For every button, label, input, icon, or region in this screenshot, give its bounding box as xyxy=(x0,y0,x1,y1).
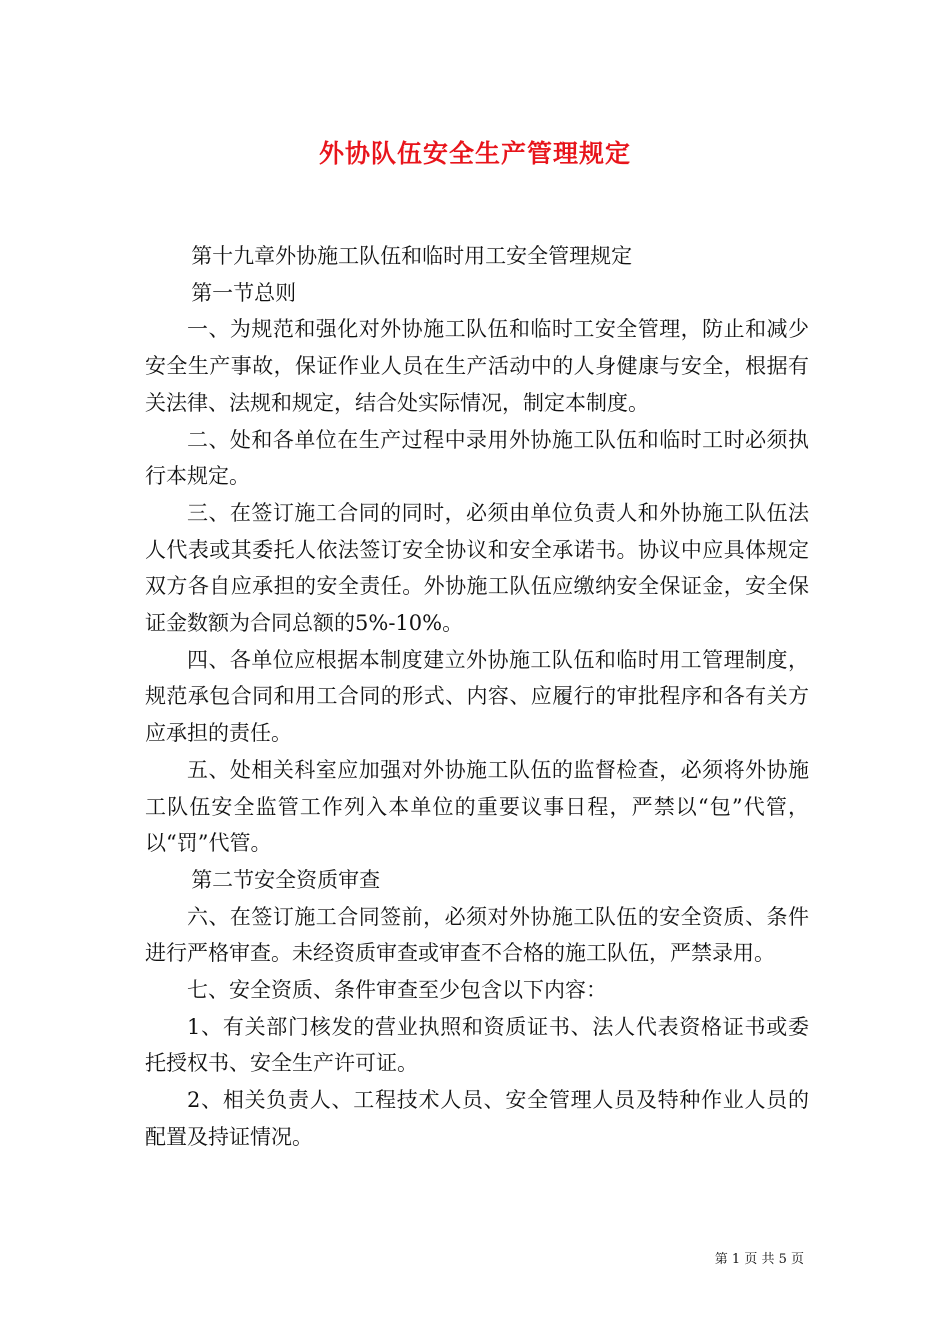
page-number: 第 1 页 共 5 页 xyxy=(714,1252,804,1267)
paragraph: 1、有关部门核发的营业执照和资质证书、法人代表资格证书或委托授权书、安全生产许可证。 xyxy=(145,1014,809,1076)
paragraph: 六、在签订施工合同签前，必须对外协施工队伍的安全资质、条件进行严格审查。未经资质审查或审查不合格的施工队伍，严禁录用。 xyxy=(145,904,809,966)
document-body xyxy=(145,238,809,1156)
paragraph: 四、各单位应根据本制度建立外协施工队伍和临时用工管理制度，规范承包合同和用工合同的形式、内容、应履行的审批程序和各有关方应承担的责任。 xyxy=(145,647,809,746)
paragraph: 五、处相关科室应加强对外协施工队伍的监督检查，必须将外协施工队伍安全监管工作列入本单位的重要议事日程，严禁以“包”代管，以“罚”代管。 xyxy=(145,757,809,856)
paragraph: 三、在签订施工合同的同时，必须由单位负责人和外协施工队伍法人代表或其委托人依法签订安全协议和安全承诺书。协议中应具体规定双方各自应承担的安全责任。外协施工队伍应缴纳安全保证金，安全保证金数额为合同总额的5%-10%。 xyxy=(145,500,809,636)
section-heading: 第二节安全资质审查 xyxy=(191,867,381,892)
paragraph: 一、为规范和强化对外协施工队伍和临时工安全管理，防止和减少安全生产事故，保证作业人员在生产活动中的人身健康与安全，根据有关法律、法规和规定，结合处实际情况，制定本制度。 xyxy=(145,317,809,415)
document-title: 外协队伍安全生产管理规定 xyxy=(318,139,631,168)
section-heading: 第一节总则 xyxy=(191,280,297,305)
paragraph: 二、处和各单位在生产过程中录用外协施工队伍和临时工时必须执行本规定。 xyxy=(145,427,809,489)
paragraph: 七、安全资质、条件审查至少包含以下内容： xyxy=(187,978,607,1003)
chapter-heading: 第十九章外协施工队伍和临时用工安全管理规定 xyxy=(191,244,633,268)
paragraph: 2、相关负责人、工程技术人员、安全管理人员及特种作业人员的配置及持证情况。 xyxy=(145,1088,809,1149)
